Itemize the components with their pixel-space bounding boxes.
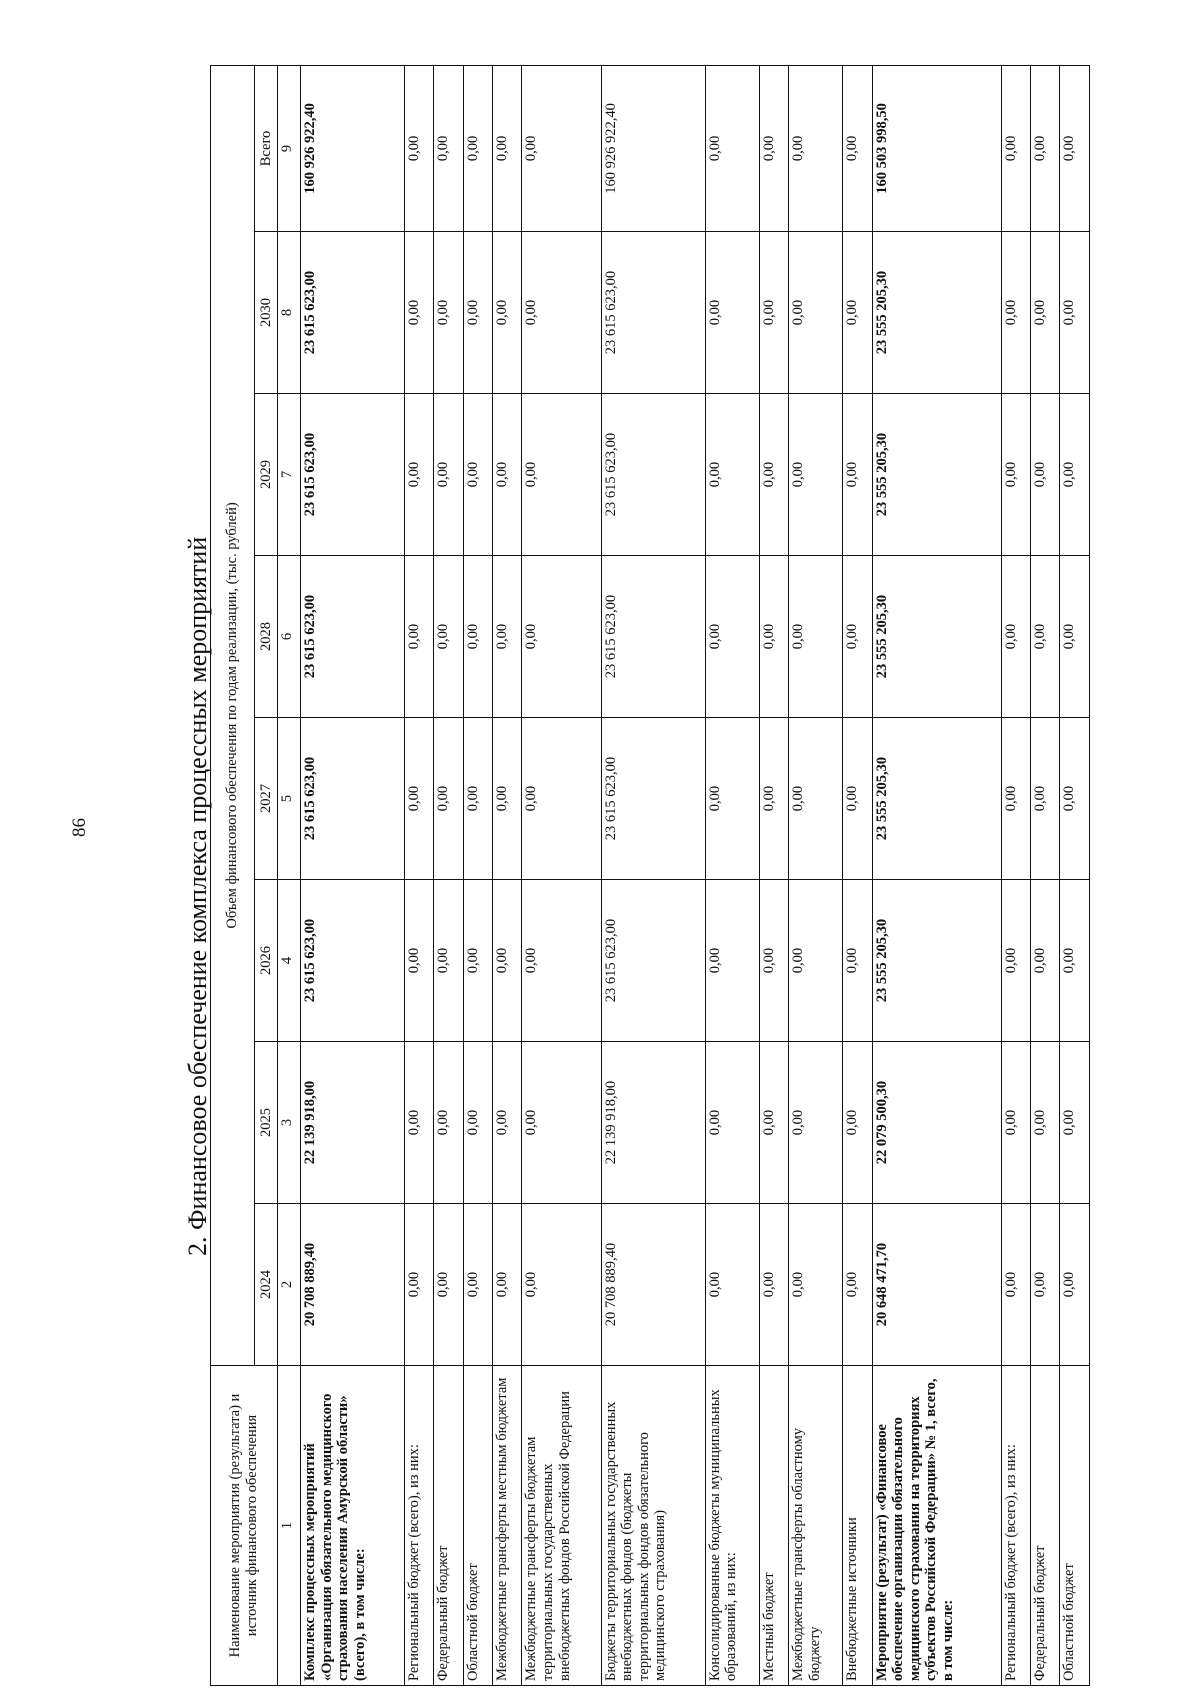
row-name: Консолидированные бюджеты муниципальных образований, из них: [705,1366,759,1686]
column-index-row [278,65,301,1685]
row-year-value: 23 615 623,00 [301,232,405,394]
row-year-value: 0,00 [843,1042,872,1204]
row-total-value: 0,00 [759,65,788,231]
row-year-value: 0,00 [463,718,492,880]
row-year-value: 0,00 [1060,880,1090,1042]
table-row [789,65,843,1685]
row-year-value: 0,00 [434,880,463,1042]
row-year-value: 23 615 623,00 [601,394,705,556]
table-row [463,65,492,1685]
header-year: 2025 [255,1042,278,1204]
row-name: Федеральный бюджет [434,1366,463,1686]
row-name: Областной бюджет [1060,1366,1090,1686]
row-year-value: 22 139 918,00 [601,1042,705,1204]
row-year-value: 20 708 889,40 [301,1204,405,1366]
row-name: Внебюджетные источники [843,1366,872,1686]
row-year-value: 0,00 [404,232,433,394]
row-name: Межбюджетные трансферты местным бюджетам [493,1366,522,1686]
row-year-value: 0,00 [463,880,492,1042]
row-year-value: 23 615 623,00 [601,232,705,394]
row-year-value: 0,00 [404,556,433,718]
row-year-value: 0,00 [843,880,872,1042]
row-year-value: 0,00 [843,232,872,394]
table-row [301,65,405,1685]
row-year-value: 0,00 [404,880,433,1042]
row-year-value: 0,00 [789,394,843,556]
row-year-value: 23 615 623,00 [301,718,405,880]
row-total-value: 160 926 922,40 [601,65,705,231]
header-name: Наименование мероприятия (результата) и источник финансового обеспечения [211,1366,278,1686]
table-row [1060,65,1090,1685]
row-total-value: 0,00 [404,65,433,231]
row-year-value: 0,00 [522,1042,601,1204]
row-year-value: 0,00 [404,718,433,880]
row-year-value: 0,00 [789,232,843,394]
row-year-value: 0,00 [463,556,492,718]
header-year: 2028 [255,556,278,718]
row-year-value: 22 079 500,30 [872,1042,1001,1204]
row-year-value: 0,00 [1001,556,1030,718]
row-year-value: 0,00 [434,1204,463,1366]
row-year-value: 0,00 [1001,1042,1030,1204]
row-year-value: 0,00 [1060,232,1090,394]
row-year-value: 0,00 [1001,718,1030,880]
header-year: 2024 [255,1204,278,1366]
row-year-value: 0,00 [1031,880,1060,1042]
row-year-value: 23 615 623,00 [601,718,705,880]
row-year-value: 0,00 [463,394,492,556]
row-year-value: 0,00 [1060,556,1090,718]
row-year-value: 0,00 [522,718,601,880]
row-year-value: 23 555 205,30 [872,718,1001,880]
column-index: 6 [278,556,301,718]
row-year-value: 0,00 [463,1204,492,1366]
row-total-value: 0,00 [463,65,492,231]
row-name: Бюджеты территориальных государственных внебюджетных фондов (бюджеты территориальных фондов обязательного медицинского страхования) [601,1366,705,1686]
row-year-value: 0,00 [463,1042,492,1204]
row-year-value: 0,00 [843,1204,872,1366]
row-year-value: 23 555 205,30 [872,394,1001,556]
column-index: 7 [278,394,301,556]
row-total-value: 0,00 [843,65,872,231]
row-year-value: 0,00 [522,232,601,394]
table-row [1001,65,1030,1685]
row-year-value: 0,00 [434,1042,463,1204]
row-year-value: 0,00 [759,1204,788,1366]
row-year-value: 0,00 [1001,232,1030,394]
row-year-value: 0,00 [789,718,843,880]
row-total-value: 0,00 [522,65,601,231]
row-year-value: 23 555 205,30 [872,556,1001,718]
header-year: 2030 [255,232,278,394]
row-year-value: 23 555 205,30 [872,232,1001,394]
table-row [434,65,463,1685]
column-index: 8 [278,232,301,394]
row-name: Межбюджетные трансферты областному бюджету [789,1366,843,1686]
row-name: Местный бюджет [759,1366,788,1686]
row-total-value: 160 503 998,50 [872,65,1001,231]
row-year-value: 0,00 [705,1042,759,1204]
header-year: 2029 [255,394,278,556]
row-year-value: 0,00 [705,1204,759,1366]
page-number: 86 [69,818,90,837]
row-year-value: 0,00 [404,1204,433,1366]
row-total-value: 0,00 [789,65,843,231]
row-total-value: 160 926 922,40 [301,65,405,231]
row-year-value: 0,00 [759,232,788,394]
row-year-value: 0,00 [843,556,872,718]
row-year-value: 0,00 [789,1042,843,1204]
row-total-value: 0,00 [1060,65,1090,231]
row-name: Комплекс процессных мероприятий «Организация обязательного медицинского страхования населения Амурской области» (всего), в том числе: [301,1366,405,1686]
row-year-value: 23 615 623,00 [301,394,405,556]
table-row [522,65,601,1685]
row-year-value: 0,00 [1060,1042,1090,1204]
row-year-value: 0,00 [434,556,463,718]
row-name: Федеральный бюджет [1031,1366,1060,1686]
row-name: Межбюджетные трансферты бюджетам территориальных государственных внебюджетных фондов Российской Федерации [522,1366,601,1686]
column-index: 5 [278,718,301,880]
row-year-value: 0,00 [705,394,759,556]
row-year-value: 0,00 [404,394,433,556]
row-year-value: 0,00 [759,880,788,1042]
column-index: 3 [278,1042,301,1204]
row-year-value: 0,00 [789,1204,843,1366]
row-year-value: 0,00 [705,718,759,880]
financing-table-container [210,66,1090,1686]
row-total-value: 0,00 [434,65,463,231]
row-year-value: 0,00 [522,556,601,718]
row-total-value: 0,00 [1031,65,1060,231]
row-year-value: 0,00 [1031,232,1060,394]
table-row [601,65,705,1685]
row-year-value: 0,00 [1060,1204,1090,1366]
row-year-value: 0,00 [1031,394,1060,556]
row-year-value: 0,00 [759,1042,788,1204]
row-total-value: 0,00 [1001,65,1030,231]
row-year-value: 0,00 [493,718,522,880]
row-name: Областной бюджет [463,1366,492,1686]
row-year-value: 0,00 [1060,394,1090,556]
row-year-value: 0,00 [404,1042,433,1204]
header-volume: Объем финансового обеспечения по годам реализации, (тыс. рублей) [211,65,255,1365]
row-name: Мероприятие (результат) «Финансовое обеспечение организации обязательного медицинского страхования на территориях субъектов Российской Федерации» № 1, всего, в том числе: [872,1366,1001,1686]
header-total: Всего [255,65,278,231]
table-body [301,65,1090,1685]
row-year-value: 0,00 [705,232,759,394]
row-year-value: 0,00 [522,880,601,1042]
table-row [493,65,522,1685]
row-total-value: 0,00 [705,65,759,231]
table-row [1031,65,1060,1685]
row-year-value: 23 615 623,00 [301,880,405,1042]
row-year-value: 0,00 [1031,1204,1060,1366]
table-row [759,65,788,1685]
row-year-value: 0,00 [1001,1204,1030,1366]
table-row [705,65,759,1685]
row-year-value: 23 615 623,00 [601,556,705,718]
row-year-value: 0,00 [1031,1042,1060,1204]
row-year-value: 0,00 [759,556,788,718]
header-year: 2027 [255,718,278,880]
row-year-value: 0,00 [789,556,843,718]
row-year-value: 0,00 [493,232,522,394]
row-year-value: 20 708 889,40 [601,1204,705,1366]
row-name: Региональный бюджет (всего), из них: [1001,1366,1030,1686]
column-index: 9 [278,65,301,231]
row-year-value: 23 615 623,00 [301,556,405,718]
row-year-value: 0,00 [434,394,463,556]
row-year-value: 0,00 [759,394,788,556]
row-year-value: 0,00 [463,232,492,394]
row-year-value: 0,00 [522,1204,601,1366]
row-year-value: 0,00 [493,556,522,718]
row-year-value: 0,00 [843,718,872,880]
row-year-value: 0,00 [493,394,522,556]
row-year-value: 0,00 [1031,556,1060,718]
row-year-value: 23 615 623,00 [601,880,705,1042]
row-year-value: 0,00 [843,394,872,556]
financing-table [210,65,1090,1686]
row-year-value: 0,00 [759,718,788,880]
row-year-value: 22 139 918,00 [301,1042,405,1204]
column-index: 2 [278,1204,301,1366]
row-year-value: 0,00 [493,1042,522,1204]
column-index: 4 [278,880,301,1042]
row-year-value: 0,00 [1060,718,1090,880]
row-year-value: 0,00 [1001,880,1030,1042]
row-year-value: 0,00 [493,880,522,1042]
row-year-value: 23 555 205,30 [872,880,1001,1042]
row-year-value: 0,00 [1001,394,1030,556]
row-year-value: 0,00 [434,718,463,880]
page-title: 2. Финансовое обеспечение комплекса процессных мероприятий [183,536,212,1256]
row-year-value: 0,00 [434,232,463,394]
row-year-value: 0,00 [789,880,843,1042]
table-row [404,65,433,1685]
column-index: 1 [278,1366,301,1686]
row-year-value: 0,00 [493,1204,522,1366]
header-year: 2026 [255,880,278,1042]
row-year-value: 0,00 [522,394,601,556]
row-total-value: 0,00 [493,65,522,231]
row-year-value: 0,00 [1031,718,1060,880]
table-row [843,65,872,1685]
row-year-value: 0,00 [705,556,759,718]
row-year-value: 0,00 [705,880,759,1042]
table-row [872,65,1001,1685]
row-name: Региональный бюджет (всего), из них: [404,1366,433,1686]
row-year-value: 20 648 471,70 [872,1204,1001,1366]
